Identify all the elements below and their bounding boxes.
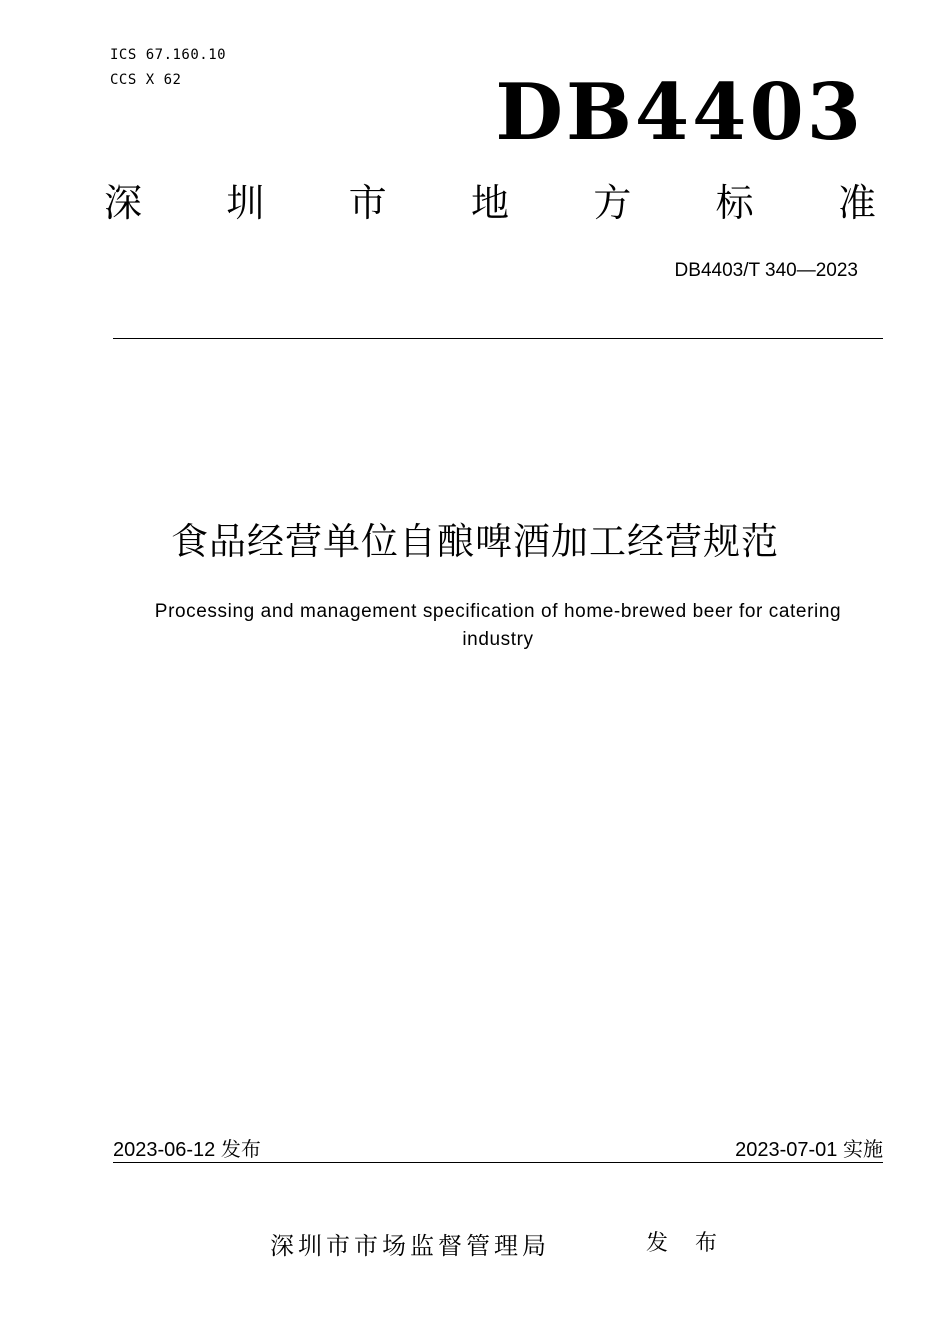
document-title-zh: 食品经营单位自酿啤酒加工经营规范 [171,520,779,563]
document-title-en [100,598,896,654]
ics-code: ICS 67.160.10 [110,47,227,63]
standard-type-char: 圳 [226,181,265,225]
standard-type-char: 标 [715,181,754,225]
ccs-code: CCS X 62 [110,72,182,88]
standard-type [104,181,876,225]
title-en-line: Processing and management specification of home-brewed beer for catering [154,601,842,622]
standard-type-char: 地 [470,181,509,225]
standard-type-char: 市 [348,181,387,225]
publish-label: 发 布 [646,1231,727,1256]
title-en-line: industry [462,629,534,650]
standard-mark: DB4403 [495,67,864,158]
publisher-name: 深圳市市场监督管理局 [270,1232,550,1260]
issue-date: 2023-06-12 发布 [113,1139,261,1161]
footer-divider [113,1162,883,1163]
standard-type-char: 方 [593,181,632,225]
standard-type-char: 准 [837,181,876,225]
standard-type-char: 深 [104,181,143,225]
implementation-date: 2023-07-01 实施 [735,1139,883,1161]
header-divider [113,338,883,339]
standard-code: DB4403/T 340—2023 [674,260,858,281]
